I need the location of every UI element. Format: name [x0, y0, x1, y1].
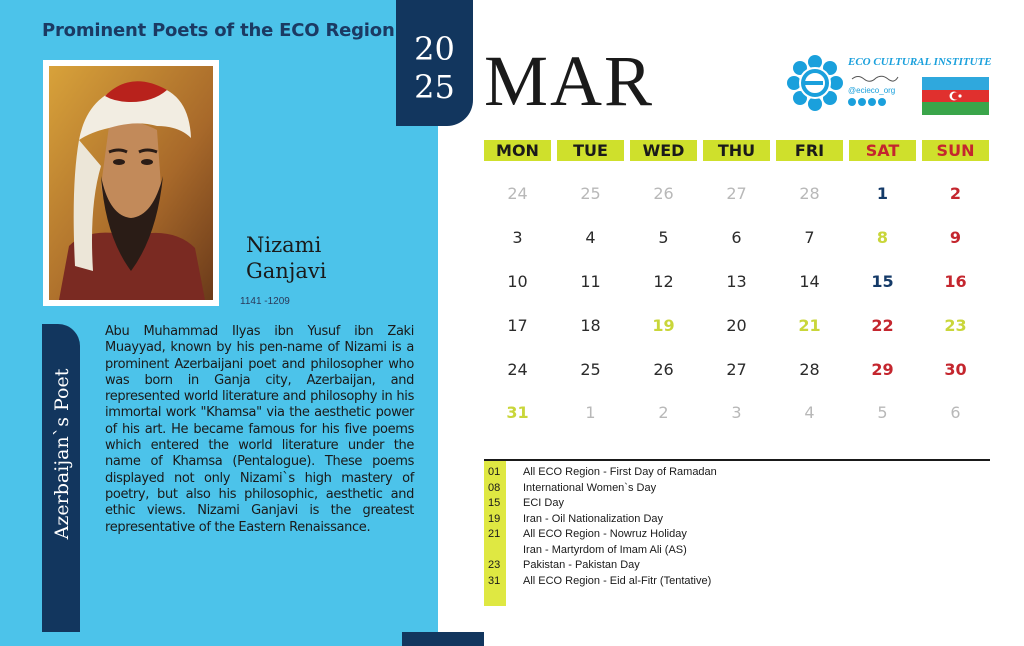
- azerbaijan-flag-icon: [922, 77, 989, 115]
- calendar-day: 12: [653, 272, 674, 291]
- institute-handle: @ecieco_org: [848, 86, 896, 95]
- calendar-day: 3: [731, 403, 742, 422]
- calendar-day: 22: [871, 316, 894, 335]
- event-description: ECI Day: [523, 497, 564, 509]
- event-day-number: 23: [488, 559, 501, 571]
- event-description: Iran - Oil Nationalization Day: [523, 512, 664, 525]
- calendar-day: 11: [580, 272, 601, 291]
- calendar-day: 25: [580, 184, 601, 203]
- calendar-day: 5: [658, 228, 669, 247]
- calendar-day: 2: [949, 184, 962, 203]
- year-block: [396, 0, 473, 126]
- weekday-header-mon: MON: [484, 140, 551, 161]
- calendar-day: 24: [507, 184, 528, 203]
- calendar-day: 3: [512, 228, 523, 247]
- calendar-day: 26: [653, 184, 674, 203]
- facebook-icon[interactable]: [848, 98, 856, 106]
- calendar-day: 9: [949, 228, 962, 247]
- event-day-number: 19: [488, 512, 501, 525]
- event-day-number: 01: [488, 466, 501, 478]
- calendar-day: 8: [876, 228, 889, 247]
- calendar-day: 15: [871, 272, 894, 291]
- instagram-icon[interactable]: [868, 98, 876, 106]
- calendar-day: 16: [944, 272, 967, 291]
- year-bottom: 25: [414, 68, 455, 106]
- social-icons: [848, 98, 886, 106]
- eco-logo-icon: [786, 54, 844, 112]
- calendar-day: 30: [944, 360, 967, 379]
- event-day-number: 08: [488, 481, 501, 494]
- calendar-day: 29: [871, 360, 894, 379]
- institute-persian-script: [850, 72, 900, 82]
- poet-name: [246, 232, 326, 284]
- calendar-day: 4: [585, 228, 596, 247]
- weekday-header-sat: SAT: [849, 140, 916, 161]
- vertical-label-text: Azerbaijan`s Poet: [51, 368, 73, 540]
- weekday-header-fri: FRI: [776, 140, 843, 161]
- twitter-icon[interactable]: [858, 98, 866, 106]
- event-description: International Women`s Day: [523, 481, 657, 494]
- calendar-day: 31: [506, 403, 529, 422]
- calendar-day: 28: [799, 360, 820, 379]
- poet-last-name: Ganjavi: [246, 259, 327, 283]
- calendar-day: 7: [804, 228, 815, 247]
- event-day-number: 21: [488, 528, 501, 540]
- calendar-day: 18: [580, 316, 601, 335]
- calendar-day: 27: [726, 184, 747, 203]
- event-description: All ECO Region - Nowruz Holiday: [523, 528, 687, 540]
- poet-portrait-frame: [43, 60, 219, 306]
- calendar-day: 19: [652, 316, 675, 335]
- calendar-day: 28: [799, 184, 820, 203]
- calendar-day: 26: [653, 360, 674, 379]
- calendar-day: 17: [507, 316, 528, 335]
- institute-name: ECO CULTURAL INSTITUTE: [848, 56, 992, 68]
- poet-portrait: [49, 66, 213, 300]
- weekday-header-wed: WED: [630, 140, 697, 161]
- calendar-day: 4: [804, 403, 815, 422]
- calendar-day: 27: [726, 360, 747, 379]
- poet-years: 1141 -1209: [240, 296, 290, 307]
- calendar-day: 23: [944, 316, 967, 335]
- calendar-day: 5: [877, 403, 888, 422]
- calendar-day: 6: [731, 228, 742, 247]
- calendar-day: 21: [798, 316, 821, 335]
- event-day-number: 15: [488, 497, 501, 509]
- weekday-header-thu: THU: [703, 140, 770, 161]
- calendar-day: 14: [799, 272, 820, 291]
- telegram-icon[interactable]: [878, 98, 886, 106]
- weekday-header-sun: SUN: [922, 140, 989, 161]
- bottom-tab: [402, 632, 484, 646]
- calendar-day: 24: [507, 360, 528, 379]
- event-day-number: 31: [488, 574, 501, 587]
- calendar-day: 10: [507, 272, 528, 291]
- poet-biography: Abu Muhammad Ilyas ibn Yusuf ibn Zaki Muayyad, known by his pen-name of Nizami is a prominent Azerbaijani poet and philosopher who was born in Ganja city, Azerbaijan, and represented world literature and philosophy in his immortal work "Khamsa" via the aesthetic power of his art. He became famous for his five poems which entered the world literature under the name of Khamsa (Pentalogue). These poems displayed not only Nizami`s high mastery of poetry, but also his philosophic, aesthetic and ethic views. Nizami Ganjavi is the greatest representative of the Eastern Renaissance.: [105, 324, 414, 535]
- month-title: MAR: [484, 41, 655, 121]
- calendar-day: 1: [585, 403, 596, 422]
- poet-first-name: Nizami: [246, 233, 322, 257]
- calendar-day: 13: [726, 272, 747, 291]
- event-description: Iran - Martyrdom of Imam Ali (AS): [523, 543, 687, 556]
- year-top: 20: [414, 30, 455, 68]
- calendar-day: 2: [658, 403, 669, 422]
- event-description: All ECO Region - First Day of Ramadan: [523, 466, 717, 478]
- panel-title: Prominent Poets of the ECO Region: [42, 20, 395, 41]
- calendar-day: 25: [580, 360, 601, 379]
- weekday-header-tue: TUE: [557, 140, 624, 161]
- vertical-label: [44, 324, 80, 584]
- event-description: All ECO Region - Eid al-Fitr (Tentative): [523, 574, 712, 587]
- events-divider: [484, 459, 990, 461]
- calendar-day: 6: [950, 403, 961, 422]
- event-description: Pakistan - Pakistan Day: [523, 559, 640, 571]
- calendar-day: 1: [876, 184, 889, 203]
- calendar-day: 20: [726, 316, 747, 335]
